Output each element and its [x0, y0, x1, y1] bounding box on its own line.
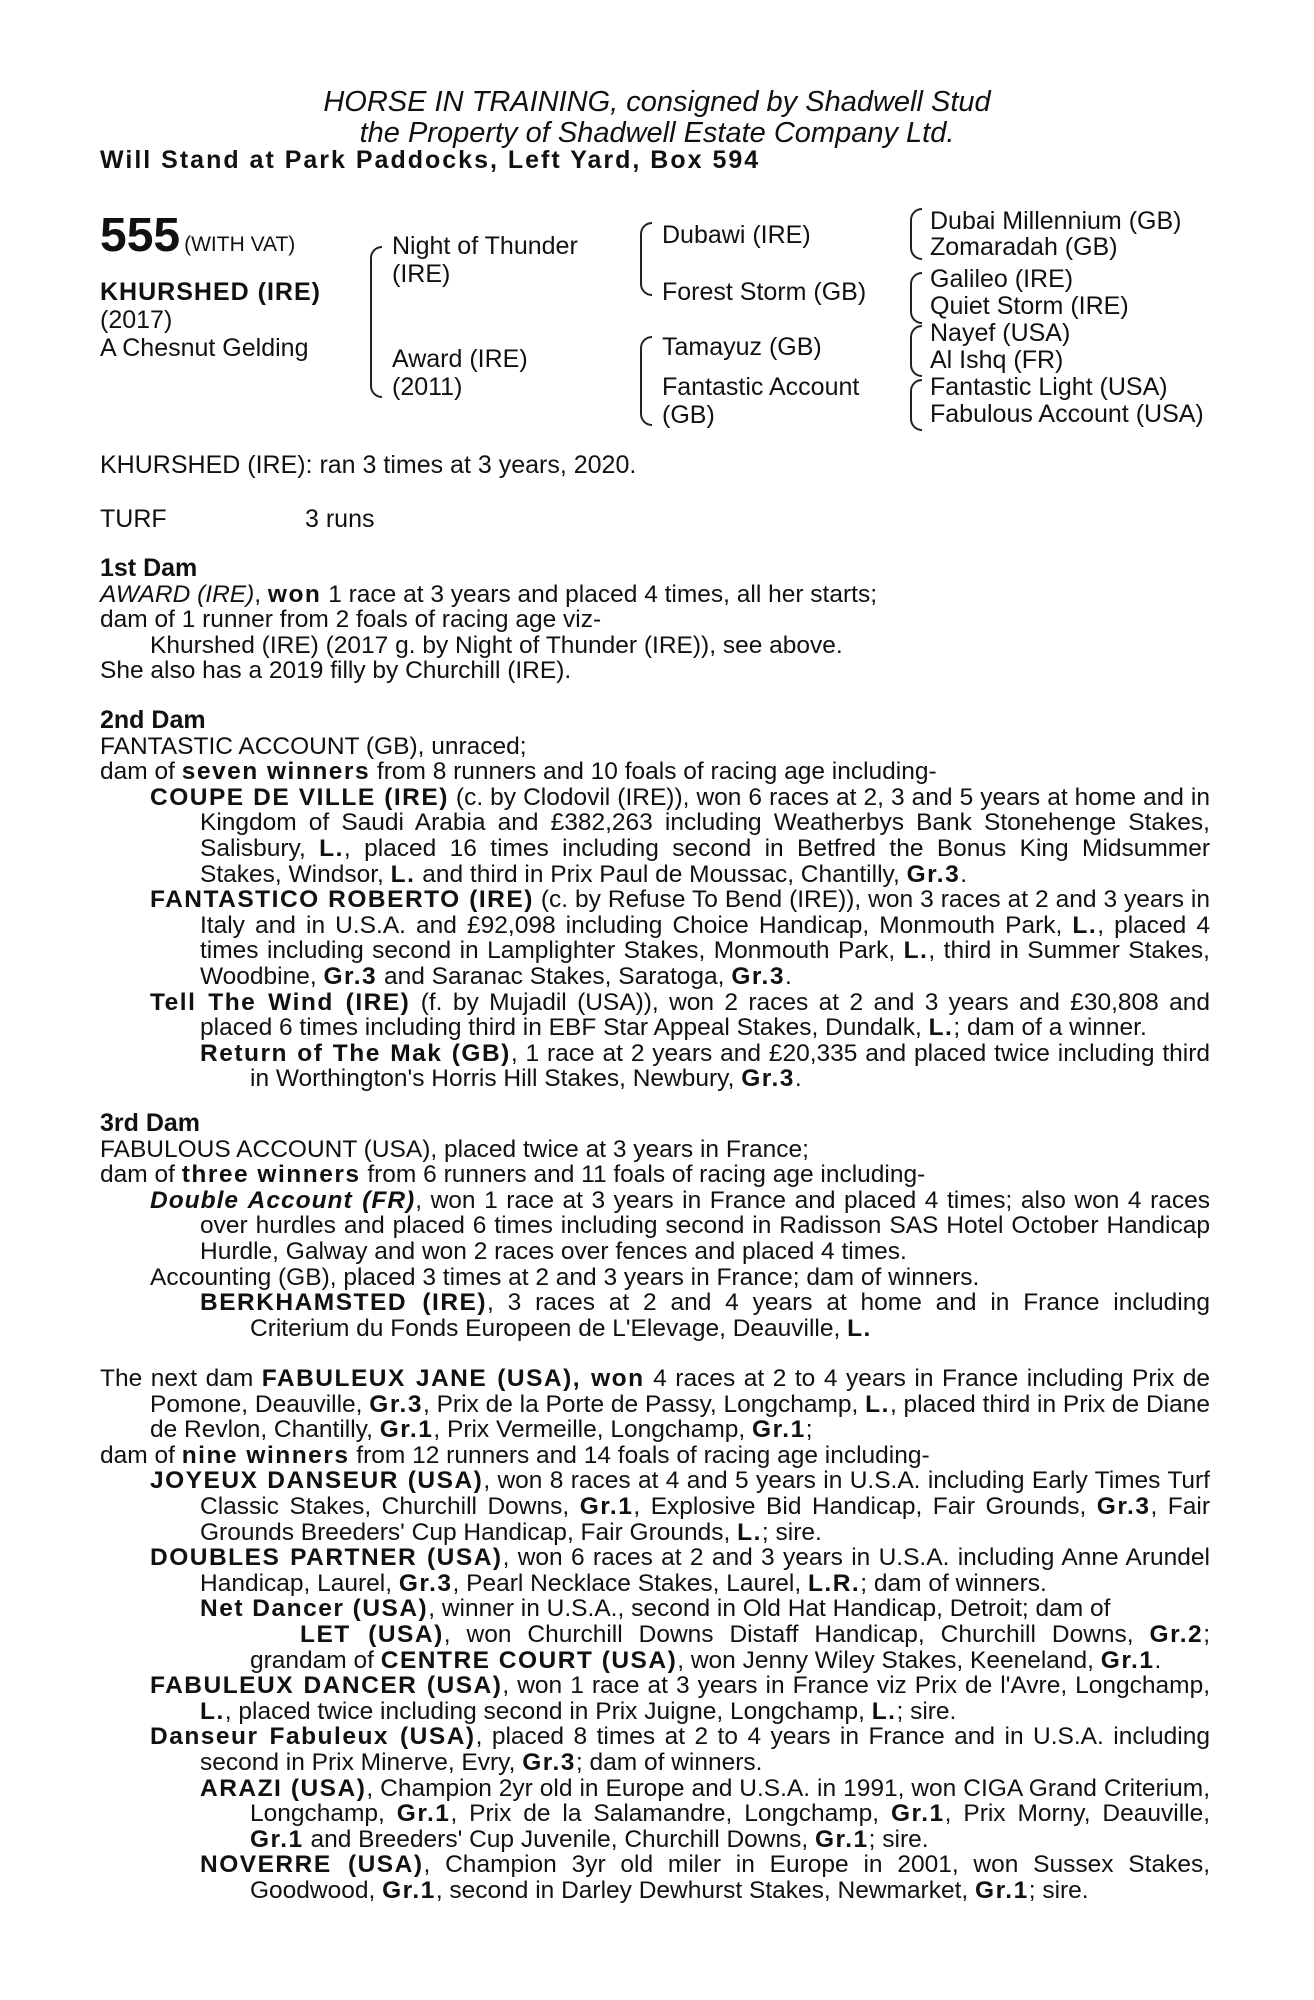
next-dam-entry: LET (USA), won Churchill Downs Distaff Handicap, Churchill Downs, Gr.2; grandam of CENTRE COURT (USA), won Jenny Wiley Stakes, Keeneland, Gr.1. — [250, 1620, 1211, 1674]
lot-number-block — [100, 208, 295, 263]
lot-number: 555 — [100, 209, 181, 262]
next-dam-section — [100, 1366, 1210, 1903]
pedigree-dds: Fantastic Light (USA) — [930, 373, 1168, 401]
sire-dam-brace — [370, 246, 382, 398]
next-dam-produce: dam of nine winners from 12 runners and 14 foals of racing age including- — [100, 1441, 930, 1469]
first-dam-foal: Khurshed (IRE) (2017 g. by Night of Thunder (IRE)), see above. — [150, 631, 843, 659]
brace-ds — [910, 325, 922, 377]
property-line: the Property of Shadwell Estate Company Ltd. — [359, 117, 955, 149]
brace-sd — [910, 272, 922, 324]
pedigree-ddd: Fabulous Account (USA) — [930, 400, 1204, 428]
second-dam-entry: Return of The Mak (GB), 1 race at 2 years and £20,335 and placed twice including third in Worthington's Horris Hill Stakes, Newbury, Gr.3. — [200, 1039, 1210, 1093]
pedigree-dam-dam: Fantastic Account (GB) — [662, 373, 860, 429]
next-dam-entry: ARAZI (USA), Champion 2yr old in Europe and U.S.A. in 1991, won CIGA Grand Criterium, Longchamp, Gr.1, Prix de la Salamandre, Longchamp, Gr.1, Prix Morny, Deauville, Gr.1 and Breeders' Cup Juvenile, Churchill Downs, Gr.1; sire. — [200, 1774, 1211, 1853]
first-dam-heading: 1st Dam — [100, 554, 198, 582]
third-dam-section — [100, 1111, 1210, 1341]
stable-location: Will Stand at Park Paddocks, Left Yard, Box 594 — [100, 146, 761, 174]
second-dam-entry: FANTASTICO ROBERTO (IRE) (c. by Refuse To Bend (IRE)), won 3 races at 2 and 3 years in Italy and in U.S.A. and £92,098 including Choice Handicap, Monmouth Park, L., placed 4 times including second in Lamplighter Stakes, Monmouth Park, L., third in Summer Stakes, Woodbine, Gr.3 and Saranac Stakes, Saratoga, Gr.3. — [150, 886, 1211, 990]
second-dam-intro: FANTASTIC ACCOUNT (GB), unraced; — [100, 732, 527, 760]
pedigree-dam-sire: Tamayuz (GB) — [662, 333, 822, 361]
pedigree-sds: Galileo (IRE) — [930, 265, 1074, 293]
consignor-line: HORSE IN TRAINING, consigned by Shadwell Stud — [323, 86, 991, 118]
vat-note: (WITH VAT) — [184, 233, 296, 256]
pedigree-dam: Award (IRE) (2011) — [392, 345, 528, 401]
horse-description: A Chesnut Gelding — [100, 334, 309, 362]
first-dam-line: AWARD (IRE), won 1 race at 3 years and placed 4 times, all her starts; — [100, 580, 878, 608]
third-dam-intro: FABULOUS ACCOUNT (USA), placed twice at 3 years in France; — [100, 1135, 809, 1163]
second-dam-entry: COUPE DE VILLE (IRE) (c. by Clodovil (IRE)), won 6 races at 2, 3 and 5 years at home and in Kingdom of Saudi Arabia and £382,263 including Weatherbys Bank Stonehenge Stakes, Salisbury, L., placed 16 times including second in Betfred the Bonus King Midsummer Stakes, Windsor, L. and third in Prix Paul de Moussac, Chantilly, Gr.3. — [150, 783, 1211, 888]
next-dam-entry: Net Dancer (USA), winner in U.S.A., second in Old Hat Handicap, Detroit; dam of — [200, 1595, 1111, 1623]
pedigree-sdd: Quiet Storm (IRE) — [930, 292, 1129, 320]
pedigree-sire-sire: Dubawi (IRE) — [662, 221, 811, 249]
first-dam-section — [100, 556, 1210, 684]
brace-dd — [910, 379, 922, 431]
pedigree-dsd: Al Ishq (FR) — [930, 346, 1064, 374]
second-dam-entry: Tell The Wind (IRE) (f. by Mujadil (USA)), won 2 races at 2 and 3 years and £30,808 and placed 6 times including third in EBF Star Appeal Stakes, Dundalk, L.; dam of a winner. — [150, 988, 1210, 1042]
pedigree-sire: Night of Thunder (IRE) — [392, 232, 578, 288]
next-dam-entry: NOVERRE (USA), Champion 3yr old miler in Europe in 2001, won Sussex Stakes, Goodwood, Gr.1, second in Darley Dewhurst Stakes, Newmarket, Gr.1; sire. — [200, 1851, 1211, 1904]
race-record-summary: KHURSHED (IRE): ran 3 times at 3 years, 2020. — [100, 451, 637, 479]
second-dam-produce: dam of seven winners from 8 runners and 10 foals of racing age including- — [100, 758, 937, 786]
first-dam-note: She also has a 2019 filly by Churchill (IRE). — [100, 657, 572, 685]
runs-count: 3 runs — [305, 505, 375, 533]
third-dam-entry: BERKHAMSTED (IRE), 3 races at 2 and 4 years at home and in France including Criterium du Fonds Europeen de L'Elevage, Deauville, L. — [200, 1289, 1210, 1342]
next-dam-entry: JOYEUX DANSEUR (USA), won 8 races at 4 and 5 years in U.S.A. including Early Times Turf Classic Stakes, Churchill Downs, Gr.1, Explosive Bid Handicap, Fair Grounds, Gr.3, Fair Grounds Breeders' Cup Handicap, Fair Grounds, L.; sire. — [150, 1467, 1210, 1546]
second-dam-section — [100, 708, 1210, 1092]
next-dam-entry: FABULEUX DANCER (USA), won 1 race at 3 years in France viz Prix de l'Avre, Longchamp, L., placed twice including second in Prix Juigne, Longchamp, L.; sire. — [150, 1672, 1210, 1725]
second-dam-heading: 2nd Dam — [100, 706, 206, 734]
third-dam-produce: dam of three winners from 6 runners and 11 foals of racing age including- — [100, 1161, 926, 1189]
pedigree-sss: Dubai Millennium (GB) — [930, 207, 1182, 235]
pedigree-sire-dam: Forest Storm (GB) — [662, 278, 867, 306]
pedigree-dss: Nayef (USA) — [930, 319, 1071, 347]
next-dam-intro: The next dam FABULEUX JANE (USA), won 4 races at 2 to 4 years in France including Prix de Pomone, Deauville, Gr.3, Prix de la Porte de Passy, Longchamp, L., placed third in Prix de Diane de Revlon, Chantilly, Gr.1, Prix Vermeille, Longchamp, Gr.1; — [100, 1365, 1211, 1444]
third-dam-entry: Accounting (GB), placed 3 times at 2 and 3 years in France; dam of winners. — [150, 1263, 980, 1291]
next-dam-entry: Danseur Fabuleux (USA), placed 8 times at 2 to 4 years in France and in U.S.A. including second in Prix Minerve, Evry, Gr.3; dam of winners. — [150, 1723, 1210, 1776]
third-dam-entry: Double Account (FR), won 1 race at 3 years in France and placed 4 times; also won 4 races over hurdles and placed 6 times including second in Radisson SAS Hotel October Handicap Hurdle, Galway and won 2 races over fences and placed 4 times. — [150, 1186, 1211, 1265]
pedigree-ssd: Zomaradah (GB) — [930, 233, 1118, 261]
next-dam-entry: DOUBLES PARTNER (USA), won 6 races at 2 and 3 years in U.S.A. including Anne Arundel Handicap, Laurel, Gr.3, Pearl Necklace Stakes, Laurel, L.R.; dam of winners. — [150, 1544, 1210, 1597]
first-dam-produce: dam of 1 runner from 2 foals of racing age viz- — [100, 606, 602, 634]
surface-label: TURF — [100, 505, 167, 533]
dam-parents-brace — [640, 336, 652, 426]
foaling-year: (2017) — [100, 306, 173, 334]
third-dam-heading: 3rd Dam — [100, 1109, 201, 1137]
horse-name: KHURSHED (IRE) — [100, 278, 321, 306]
brace-ss — [910, 208, 922, 260]
sire-parents-brace — [640, 222, 652, 296]
